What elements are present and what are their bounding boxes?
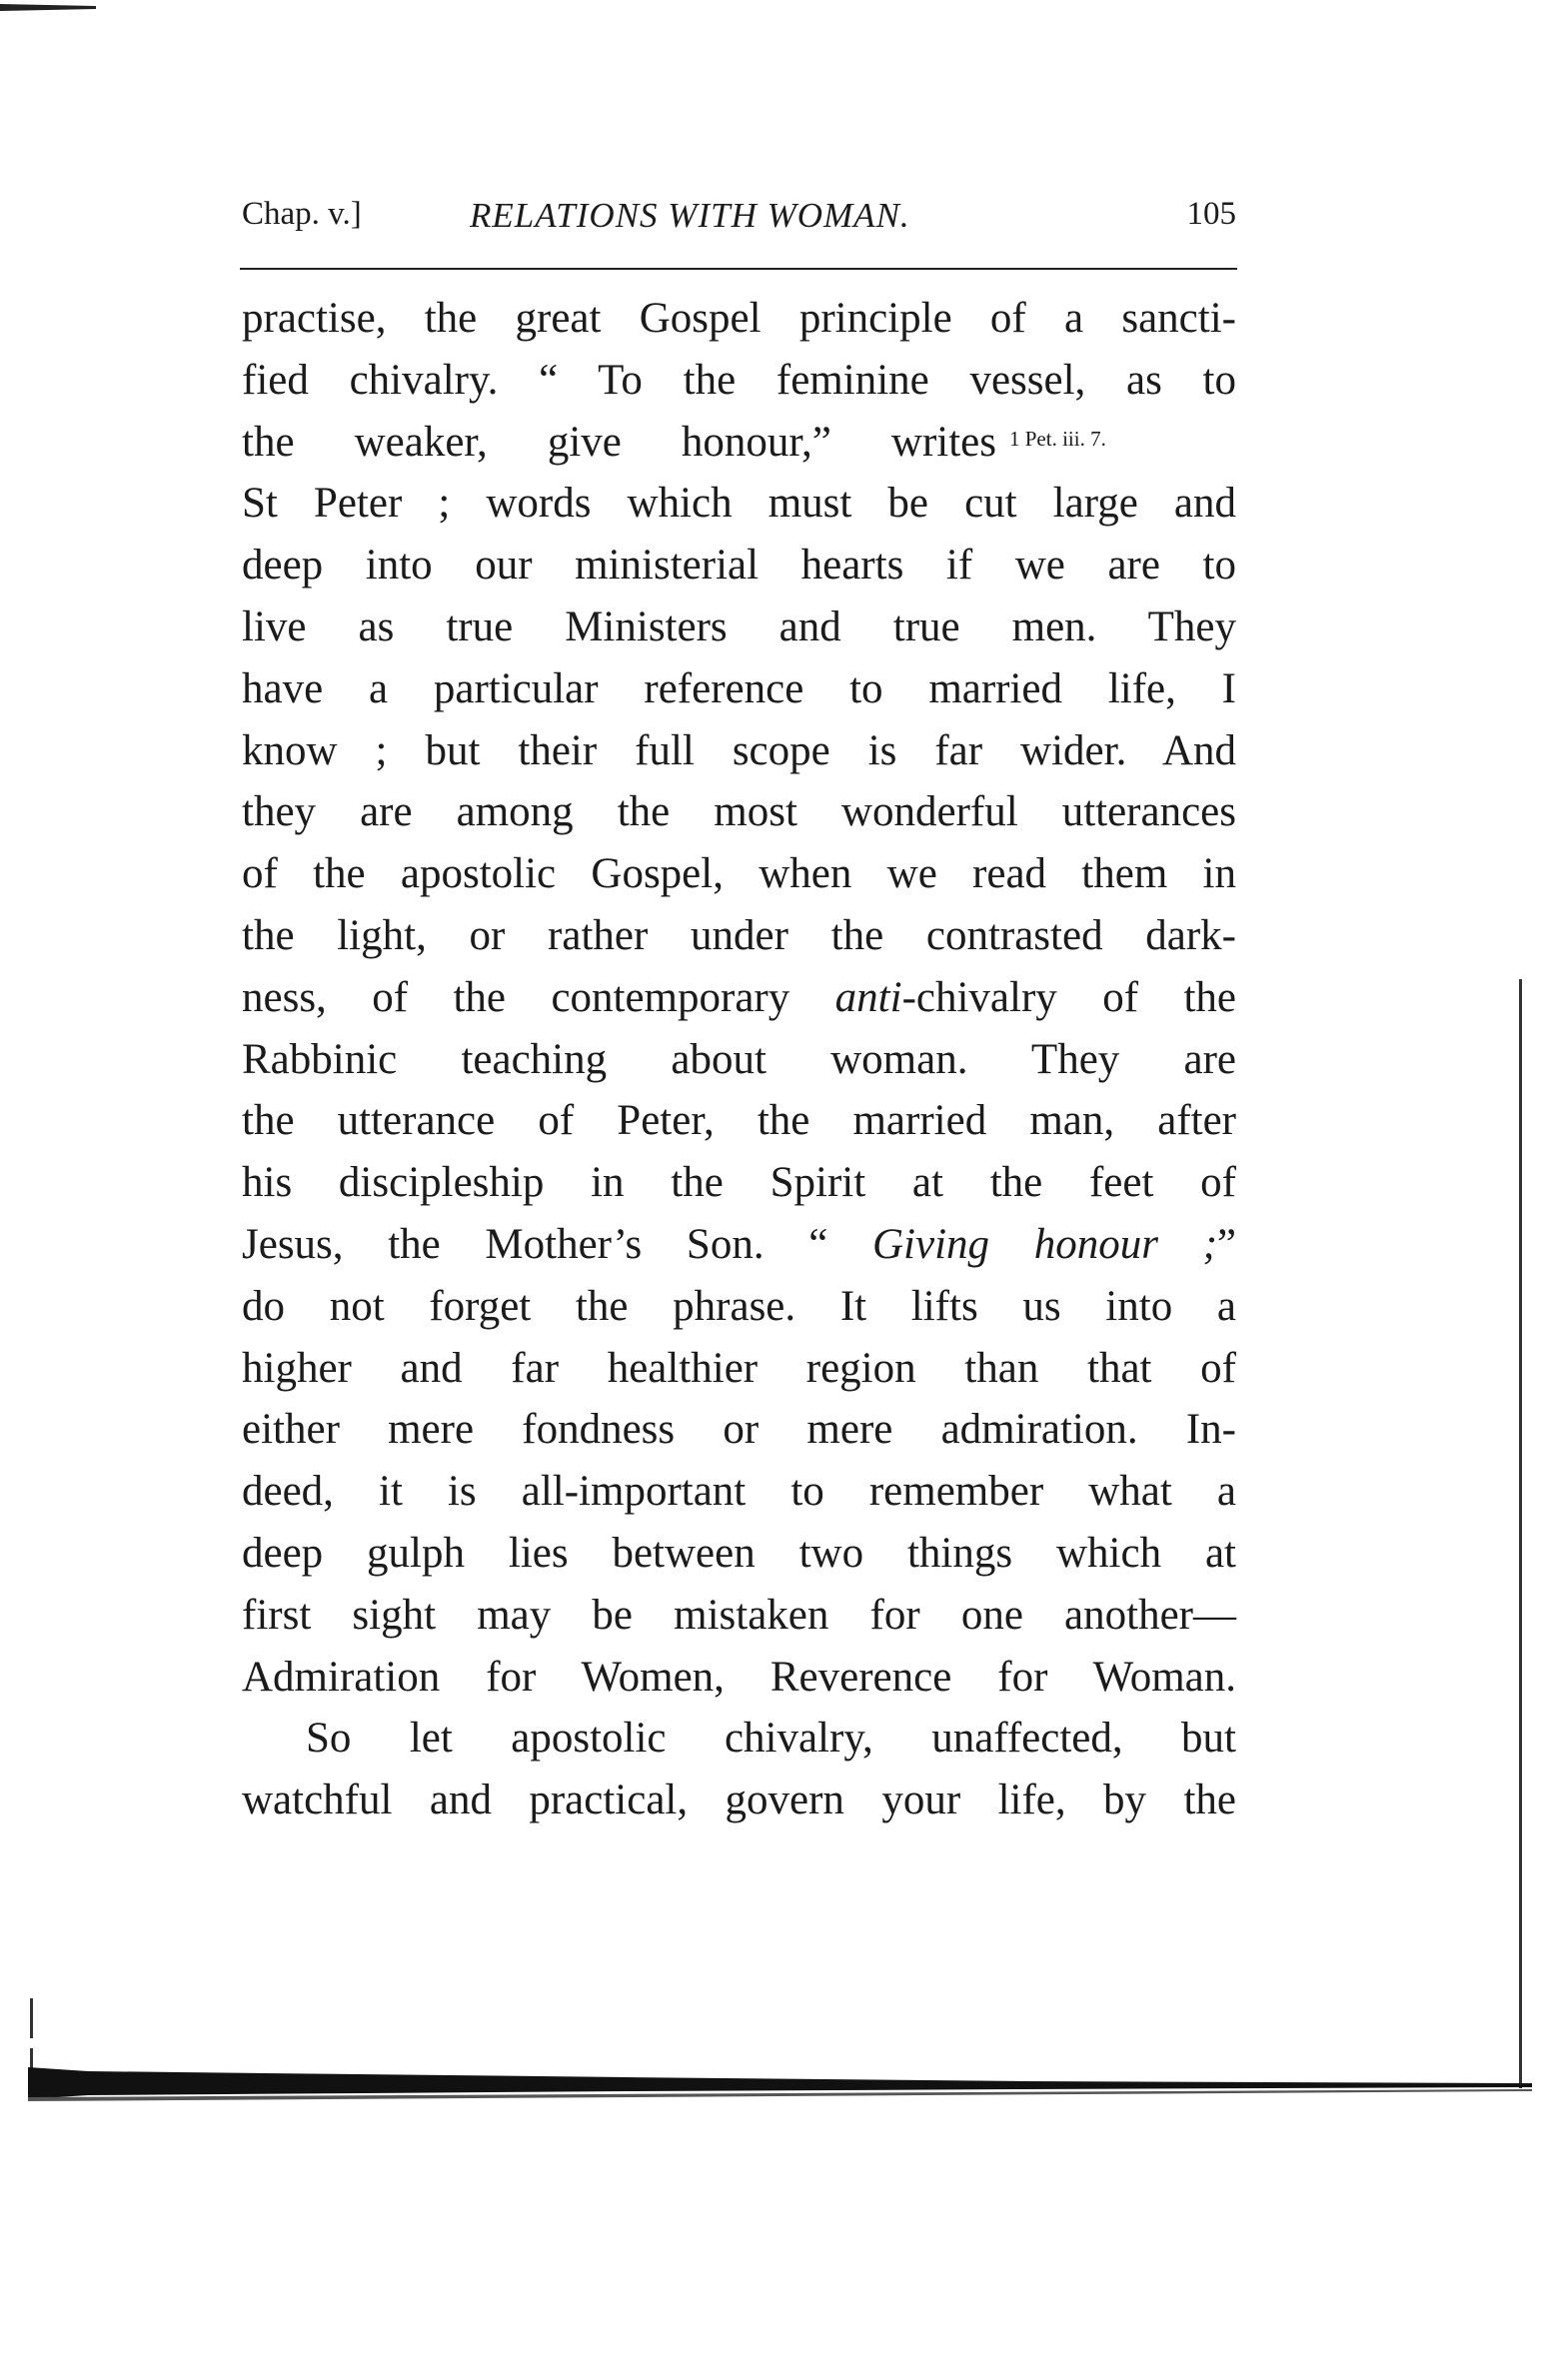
running-title: RELATIONS WITH WOMAN. [470,196,910,235]
text-line: either mere fondness or mere admiration. In- [242,1406,1236,1454]
text-line: his discipleship in the Spirit at the feet of [242,1159,1236,1207]
text-line: Admiration for Women, Reverence for Woman. [242,1653,1236,1701]
text-line: the weaker, give honour,” writes [242,418,996,466]
text-line: deep into our ministerial hearts if we are to [242,542,1236,590]
paragraph-start-line: So let apostolic chivalry, unaffected, but [306,1715,1236,1763]
text-run: -chivalry of the [901,973,1236,1021]
text-run: ness, of the contemporary [242,973,835,1021]
text-line: deep gulph lies between two things which at [242,1529,1236,1577]
text-line: do not forget the phrase. It lifts us into a [242,1282,1236,1330]
text-run: ” [1216,1220,1237,1268]
text-line: higher and far healthier region than that of [242,1344,1236,1392]
text-line-with-italic [242,967,1236,1029]
text-run: Jesus, the Mother’s Son. “ [242,1220,872,1268]
text-line: St Peter ; words which must be cut large and [242,480,1236,528]
page-number: 105 [1186,196,1236,232]
text-line: the utterance of Peter, the married man, after [242,1097,1236,1145]
text-line: practise, the great Gospel principle of a sancti- [242,295,1236,342]
italic-phrase: Giving honour ; [872,1220,1217,1268]
marginal-reference: 1 Pet. iii. 7. [1009,427,1106,451]
scan-left-tick [30,1998,33,2038]
italic-word: anti [834,973,902,1021]
text-line: of the apostolic Gospel, when we read them in [242,850,1236,898]
text-line: first sight may be mistaken for one another— [242,1591,1236,1639]
scan-corner-mark [0,4,96,12]
scan-bottom-shadow [28,2061,1532,2101]
body-text [242,288,1236,1831]
text-line-with-italic [242,1214,1236,1276]
text-line: deed, it is all-important to remember what a [242,1468,1236,1516]
running-head [242,196,1236,246]
text-line: live as true Ministers and true men. They [242,602,1236,650]
text-line: they are among the most wonderful utterances [242,788,1236,836]
text-line: have a particular reference to married life, I [242,664,1236,712]
text-line: Rabbinic teaching about woman. They are [242,1035,1236,1083]
chapter-label: Chap. v.] [242,196,362,232]
scan-right-edge [1519,979,1522,2088]
text-line: know ; but their full scope is far wider. And [242,726,1236,774]
text-line: the light, or rather under the contrasted dark- [242,911,1236,959]
text-line: fied chivalry. “ To the feminine vessel, as to [242,356,1236,404]
text-line: watchful and practical, govern your life, by the [242,1777,1236,1824]
header-rule [240,268,1237,270]
